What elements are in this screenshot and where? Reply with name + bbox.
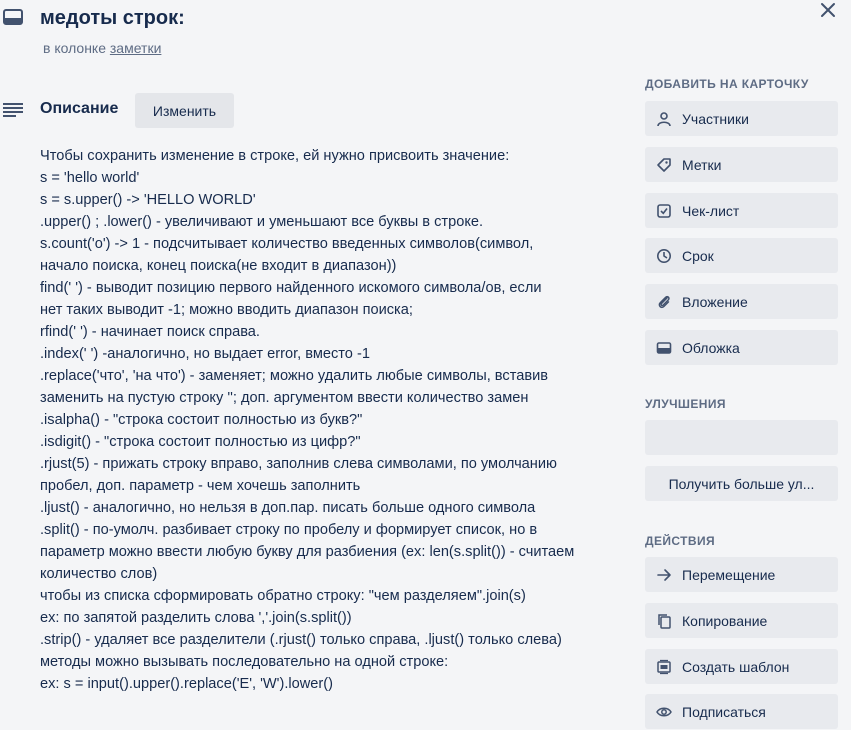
description-line: начало поиска, конец поиска(не входит в диапазон)) (40, 258, 397, 274)
description-line: find(' ') - выводит позицию первого найденного искомого символа/ов, если (40, 280, 542, 296)
get-more-powerups-label: Получить больше ул... (668, 475, 815, 492)
sidebar-button-label: Метки (682, 156, 722, 173)
description-line: .strip() - удаляет все разделители (.rjust() только справа, .ljust() только слева) (40, 632, 562, 648)
template-button[interactable] (645, 649, 838, 684)
copy-icon (656, 613, 672, 629)
description-line: .upper() ; .lower() - увеличивают и уменьшают все буквы в строке. (40, 214, 484, 230)
description-line: параметр можно ввести любую букву для разбиения (ex: len(s.split()) - считаем (40, 544, 575, 560)
copy-button[interactable] (645, 603, 838, 638)
description-line: ex: s = input().upper().replace('E', 'W').lower() (40, 676, 333, 692)
card-cover-button[interactable] (645, 330, 838, 365)
arrow-right-button[interactable] (645, 557, 838, 592)
description-line: s.count('o') -> 1 - подсчитывает количество введенных символов(символ, (40, 236, 534, 252)
sidebar-button-label: Чек-лист (682, 202, 740, 219)
description-line: Чтобы сохранить изменение в строке, ей нужно присвоить значение: (40, 148, 510, 164)
checkbox-icon (656, 203, 672, 219)
actions-heading: ДЕЙСТВИЯ (645, 534, 715, 548)
description-line: заменить на пустую строку ''; доп. аргументом ввести количество замен (40, 390, 529, 406)
sidebar-button-label: Вложение (682, 293, 748, 310)
description-line: s = s.upper() -> 'HELLO WORLD' (40, 192, 256, 208)
description-line: .ljust() - аналогично, но нельзя в доп.пар. писать больше одного символа (40, 500, 536, 516)
person-icon (656, 111, 672, 127)
sidebar-button-label: Подписаться (682, 703, 766, 720)
powerups-heading: УЛУЧШЕНИЯ (645, 397, 726, 411)
description-line: rfind(' ') - начинает поиск справа. (40, 324, 260, 340)
card-column-info (43, 40, 161, 56)
clock-icon (656, 248, 672, 264)
add-to-card-heading: ДОБАВИТЬ НА КАРТОЧКУ (645, 77, 809, 91)
description-line: чтобы из списка сформировать обратно строку: "чем разделяем".join(s) (40, 588, 526, 604)
edit-description-button[interactable]: Изменить (135, 93, 234, 128)
description-line: .rjust(5) - прижать строку вправо, заполнив слева символами, по умолчанию (40, 456, 557, 472)
checkbox-button[interactable] (645, 193, 838, 228)
description-line: пробел, доп. параметр - чем хочешь заполнить (40, 478, 361, 494)
clock-button[interactable] (645, 238, 838, 273)
get-more-powerups-button[interactable] (645, 466, 838, 501)
column-prefix: в колонке (43, 40, 106, 56)
template-icon (656, 659, 672, 675)
description-line: .isalpha() - "строка состоит полностью из букв?" (40, 412, 363, 428)
sidebar-button-label: Создать шаблон (682, 658, 790, 675)
tag-button[interactable] (645, 147, 838, 182)
description-text[interactable] (40, 145, 630, 695)
description-line: .replace('что', 'на что') - заменяет; можно удалить любые символы, вставив (40, 368, 548, 384)
column-link[interactable]: заметки (109, 40, 162, 56)
eye-button[interactable] (645, 694, 838, 729)
close-icon[interactable] (818, 0, 838, 20)
sidebar-button-label: Участники (682, 110, 749, 127)
paperclip-icon (656, 294, 672, 310)
card-icon (3, 9, 23, 25)
eye-icon (656, 704, 672, 720)
description-icon (3, 102, 23, 118)
description-line: .index(' ') -аналогично, но выдает error, вместо -1 (40, 346, 370, 362)
description-line: .isdigit() - "строка состоит полностью из цифр?" (40, 434, 361, 450)
sidebar-button-label: Копирование (682, 612, 768, 629)
sidebar-button-label: Срок (682, 247, 714, 264)
description-line: s = 'hello world' (40, 170, 140, 186)
description-heading: Описание (40, 100, 119, 117)
sidebar-button-label: Перемещение (682, 566, 776, 583)
description-line: количество слов) (40, 566, 158, 582)
tag-icon (656, 157, 672, 173)
powerup-placeholder (645, 420, 838, 455)
description-line: методы можно вызывать последовательно на одной строке: (40, 654, 449, 670)
card-cover-icon (656, 340, 672, 356)
arrow-right-icon (656, 567, 672, 583)
description-line: ex: по запятой разделить слова ','.join(s.split()) (40, 610, 352, 626)
description-line: .split() - по-умолч. разбивает строку по пробелу и формирует список, но в (40, 522, 538, 538)
paperclip-button[interactable] (645, 284, 838, 319)
description-line: нет таких выводит -1; можно вводить диапазон поиска; (40, 302, 413, 318)
sidebar-button-label: Обложка (682, 339, 740, 356)
person-button[interactable] (645, 101, 838, 136)
card-title[interactable]: медоты строк: (40, 7, 185, 29)
